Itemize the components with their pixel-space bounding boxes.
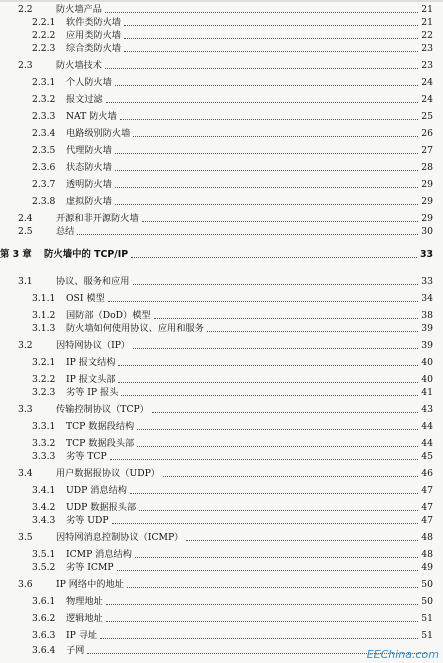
toc-entry-page: 51: [421, 613, 433, 624]
toc-entry-page: 25: [421, 111, 433, 122]
toc-entry-title: IP 寻址: [66, 630, 98, 641]
toc-entry-title: 综合类防火墙: [66, 43, 122, 54]
toc-entry-page: 21: [421, 4, 433, 15]
toc-entry-page: 30: [421, 226, 433, 237]
toc-entry-page: 50: [421, 579, 433, 590]
dot-leader: [135, 557, 418, 558]
toc-entry-page: 40: [421, 357, 433, 368]
dot-leader: [115, 170, 418, 171]
dot-leader: [186, 540, 418, 541]
toc-entry-page: 28: [421, 162, 433, 173]
toc-entry-number: 2.2.3: [32, 43, 56, 54]
toc-entry-number: 3.1.2: [32, 310, 56, 321]
toc-entry-number: 3.2.2: [32, 374, 56, 385]
toc-entry-page: 40: [421, 374, 433, 385]
toc-entry-title: IP 报文头部: [66, 374, 116, 385]
toc-entry-page: 44: [421, 438, 433, 449]
dot-leader: [115, 204, 418, 205]
toc-entry-number: 3.4.2: [32, 502, 56, 513]
toc-entry-page: 51: [421, 630, 433, 641]
dot-leader: [130, 493, 418, 494]
toc-entry-page: 29: [421, 179, 433, 190]
dot-leader: [127, 587, 418, 588]
toc-entry-page: 23: [421, 43, 433, 54]
toc-entry-number: 2.3.1: [32, 77, 56, 88]
toc-entry-page: 27: [421, 145, 433, 156]
dot-leader: [77, 234, 418, 235]
toc-entry-title: OSI 模型: [66, 293, 105, 304]
dot-leader: [137, 446, 418, 447]
dot-leader: [133, 136, 418, 137]
toc-entry-page: 47: [421, 485, 433, 496]
toc-entry-title: 应用类防火墙: [66, 30, 122, 41]
dot-leader: [115, 85, 418, 86]
toc-entry-page: 21: [421, 17, 433, 28]
toc-entry-page: 22: [421, 30, 433, 41]
toc-entry-title: 报文过滤: [66, 94, 103, 105]
dot-leader: [105, 68, 418, 69]
toc-entry-page: 34: [421, 293, 433, 304]
dot-leader: [124, 38, 418, 39]
toc-entry-number: 3.5: [18, 532, 33, 543]
toc-entry-number: 3.2.1: [32, 357, 56, 368]
dot-leader: [131, 257, 417, 258]
toc-entry-title: 用户数据报协议（UDP）: [56, 468, 160, 479]
dot-leader: [152, 412, 418, 413]
toc-entry-number: 2.3.6: [32, 162, 56, 173]
toc-entry-title: 因特网消息控制协议（ICMP）: [56, 532, 184, 543]
toc-entry-number: 3.3.3: [32, 451, 56, 462]
dot-leader: [118, 365, 418, 366]
toc-entry-title: 国防部（DoD）模型: [66, 310, 151, 321]
dot-leader: [118, 382, 418, 383]
toc-entry-number: 3.5.2: [32, 562, 56, 573]
toc-entry-title: 传输控制协议（TCP）: [56, 404, 149, 415]
toc-entry-title: 防火墙技术: [56, 60, 102, 71]
toc-entry-number: 2.5: [18, 226, 33, 237]
toc-entry-title: 协议、服务和应用: [56, 276, 130, 287]
toc-entry-number: 3.1: [18, 276, 33, 287]
dot-leader: [133, 284, 419, 285]
toc-entry-title: 软件类防火墙: [66, 17, 122, 28]
toc-entry-number: 3.3.2: [32, 438, 56, 449]
toc-entry-page: 29: [421, 213, 433, 224]
toc-entry-title: 防火墙中的 TCP/IP: [44, 249, 129, 260]
toc-entry-title: 劣等 IP 报头: [66, 387, 119, 398]
toc-entry-number: 3.6.4: [32, 645, 56, 656]
dot-leader: [121, 395, 418, 396]
toc-entry-title: UDP 消息结构: [66, 485, 127, 496]
toc-entry-number: 3.1.1: [32, 293, 56, 304]
toc-entry-page: 39: [421, 340, 433, 351]
toc-entry-page: 23: [421, 60, 433, 71]
toc-entry-title: 防火墙产品: [56, 4, 102, 15]
toc-entry-title: TCP 数据段头部: [66, 438, 135, 449]
toc-entry-number: 3.2: [18, 340, 33, 351]
toc-entry-title: UDP 数据报头部: [66, 502, 137, 513]
dot-leader: [207, 331, 418, 332]
toc-entry-title: IP 网络中的地址: [56, 579, 124, 590]
toc-entry-number: 3.5.1: [32, 549, 56, 560]
toc-entry-page: 48: [421, 532, 433, 543]
toc-entry-number: 第 3 章: [0, 249, 32, 260]
toc-entry-title: 因特网协议（IP）: [56, 340, 131, 351]
toc-entry-number: 3.1.3: [32, 323, 56, 334]
dot-leader: [137, 429, 418, 430]
toc-entry-page: 24: [421, 94, 433, 105]
dot-leader: [154, 318, 419, 319]
toc-entry-title: TCP 数据段结构: [66, 421, 135, 432]
toc-entry-title: 电路级别防火墙: [66, 128, 131, 139]
toc-entry-title: 代理防火墙: [66, 145, 112, 156]
toc-entry-title: ICMP 消息结构: [66, 549, 132, 560]
toc-entry-title: 虚拟防火墙: [66, 196, 112, 207]
dot-leader: [115, 153, 418, 154]
toc-entry-title: 劣等 UDP: [66, 515, 109, 526]
toc-entry-number: 2.3.7: [32, 179, 56, 190]
toc-entry-number: 3.6.1: [32, 596, 56, 607]
dot-leader: [124, 25, 418, 26]
toc-entry-number: 3.4.1: [32, 485, 56, 496]
toc-entry-page: 50: [421, 596, 433, 607]
toc-entry-page: 47: [421, 515, 433, 526]
toc-entry-title: NAT 防火墙: [66, 111, 117, 122]
toc-entry-page: 39: [421, 323, 433, 334]
toc-entry-title: 总结: [56, 226, 75, 237]
toc-entry-number: 3.6.2: [32, 613, 56, 624]
toc-entry-title: 状态防火墙: [66, 162, 112, 173]
toc-entry-page: 47: [421, 502, 433, 513]
toc-entry-page: 43: [421, 404, 433, 415]
toc-entry-page: 44: [421, 421, 433, 432]
toc-entry-number: 2.3.5: [32, 145, 56, 156]
dot-leader: [105, 12, 418, 13]
watermark-text: EEChina.com: [366, 648, 439, 661]
toc-entry-title: 子网: [66, 645, 85, 656]
dot-leader: [163, 476, 418, 477]
toc-entry-number: 2.3.8: [32, 196, 56, 207]
toc-entry-number: 2.3.4: [32, 128, 56, 139]
toc-entry-number: 2.3.2: [32, 94, 56, 105]
dot-leader: [106, 621, 419, 622]
toc-entry-title: 防火墙如何使用协议、应用和服务: [66, 323, 204, 334]
toc-entry-title: 劣等 TCP: [66, 451, 107, 462]
toc-entry-title: 透明防火墙: [66, 179, 112, 190]
toc-entry-page: 38: [421, 310, 433, 321]
toc-entry-page: 46: [421, 468, 433, 479]
toc-entry-title: 劣等 ICMP: [66, 562, 114, 573]
dot-leader: [124, 51, 418, 52]
toc-entry-page: 45: [421, 451, 433, 462]
dot-leader: [100, 638, 418, 639]
dot-leader: [108, 301, 419, 302]
toc-entry-title: IP 报文结构: [66, 357, 116, 368]
toc-entry-page: 26: [421, 128, 433, 139]
toc-entry-page: 49: [421, 562, 433, 573]
toc-entry-number: 3.4.3: [32, 515, 56, 526]
toc-entry-page: 29: [421, 196, 433, 207]
dot-leader: [110, 459, 419, 460]
dot-leader: [117, 570, 419, 571]
toc-entry-page: 24: [421, 77, 433, 88]
toc-entry-number: 3.3: [18, 404, 33, 415]
toc-entry-page: 33: [419, 249, 433, 260]
toc-entry-number: 2.3: [18, 60, 33, 71]
toc-entry-number: 3.6.3: [32, 630, 56, 641]
dot-leader: [120, 119, 419, 120]
dot-leader: [112, 523, 419, 524]
toc-entry-title: 物理地址: [66, 596, 103, 607]
toc-entry-number: 2.3.3: [32, 111, 56, 122]
toc-entry-number: 3.6: [18, 579, 33, 590]
dot-leader: [106, 604, 419, 605]
toc-entry-number: 2.2: [18, 4, 33, 15]
toc-entry-title: 开源和非开源防火墙: [56, 213, 139, 224]
toc-entry-number: 3.2.3: [32, 387, 56, 398]
toc-entry-page: 48: [421, 549, 433, 560]
dot-leader: [115, 187, 418, 188]
dot-leader: [106, 102, 419, 103]
toc-entry-page: 41: [421, 387, 433, 398]
toc-entry-page: 33: [421, 276, 433, 287]
dot-leader: [139, 510, 418, 511]
toc-entry-title: 个人防火墙: [66, 77, 112, 88]
toc-entry-number: 2.4: [18, 213, 33, 224]
dot-leader: [133, 348, 418, 349]
toc-entry-title: 逻辑地址: [66, 613, 103, 624]
toc-entry-number: 2.2.2: [32, 30, 56, 41]
dot-leader: [142, 221, 419, 222]
toc-entry-number: 3.4: [18, 468, 33, 479]
toc-entry-number: 3.3.1: [32, 421, 56, 432]
toc-entry-number: 2.2.1: [32, 17, 56, 28]
